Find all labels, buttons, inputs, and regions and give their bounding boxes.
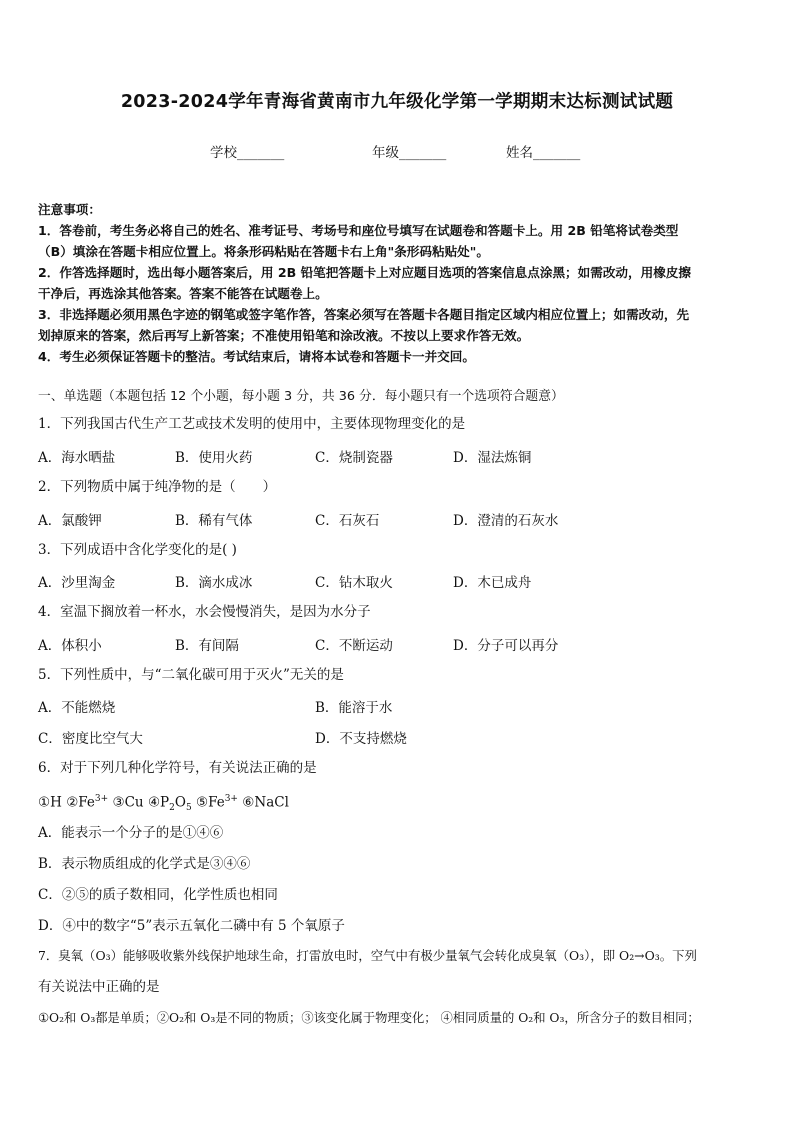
option-a[interactable]: A．海水晒盐 — [38, 450, 116, 466]
question-stem: 1．下列我国古代生产工艺或技术发明的使用中，主要体现物理变化的是 — [38, 416, 466, 432]
symbol: ④P — [147, 794, 170, 811]
grade-field[interactable]: 年级_______ — [372, 145, 447, 161]
symbol-subscript: 2 — [169, 803, 175, 814]
option-b[interactable]: B．使用火药 — [175, 450, 253, 466]
option-b[interactable]: B．有间隔 — [175, 638, 239, 654]
notice-line: 4．考生必须保证答题卡的整洁。考试结束后，请将本试卷和答题卡一并交回。 — [38, 349, 475, 364]
question-stem: 7．臭氧（O₃）能够吸收紫外线保护地球生命，打雷放电时，空气中有极少量氧气会转化成臭氧（O₃），即 O₂→O₃。下列 — [38, 948, 697, 963]
question-stem: 4．室温下搁放着一杯水，水会慢慢消失，是因为水分子 — [38, 604, 371, 620]
page-title: 2023-2024学年青海省黄南市九年级化学第一学期期末达标测试试题 — [120, 92, 674, 112]
option-d[interactable]: D．澄清的石灰水 — [453, 513, 559, 529]
symbol: ③Cu — [112, 794, 144, 811]
option-b[interactable]: B．表示物质组成的化学式是③④⑥ — [38, 856, 251, 872]
symbol: ⑥NaCl — [242, 794, 289, 811]
option-a[interactable]: A．能表示一个分子的是①④⑥ — [38, 825, 224, 841]
name-field[interactable]: 姓名_______ — [506, 145, 581, 161]
chemical-symbols — [38, 789, 289, 818]
symbol-charge: 3+ — [224, 794, 238, 804]
symbol-charge: 3+ — [94, 794, 109, 804]
option-b[interactable]: B．能溶于水 — [315, 700, 393, 716]
school-field[interactable]: 学校_______ — [210, 145, 285, 161]
option-d[interactable]: D．④中的数字“5”表示五氧化二磷中有 5 个氧原子 — [38, 918, 345, 934]
notice-line: 1．答卷前，考生务必将自己的姓名、准考证号、考场号和座位号填写在试题卷和答题卡上。用 2B 铅笔将试卷类型 — [38, 223, 679, 238]
option-a[interactable]: A．氯酸钾 — [38, 513, 102, 529]
notice-line: 划掉原来的答案，然后再写上新答案；不准使用铅笔和涂改液。不按以上要求作答无效。 — [38, 328, 530, 343]
symbol: O — [174, 794, 186, 811]
question-stem: 2．下列物质中属于纯净物的是（ ） — [38, 479, 277, 495]
question-stem: 6．对于下列几种化学符号，有关说法正确的是 — [38, 760, 317, 776]
option-d[interactable]: D．湿法炼铜 — [453, 450, 532, 466]
option-c[interactable]: C．烧制瓷器 — [315, 450, 393, 466]
option-a[interactable]: A．沙里淘金 — [38, 575, 116, 591]
option-d[interactable]: D．不支持燃烧 — [315, 731, 407, 747]
question-stem: 有关说法中正确的是 — [38, 979, 160, 995]
option-c[interactable]: C．石灰石 — [315, 513, 380, 529]
question-stem: 3．下列成语中含化学变化的是( ) — [38, 542, 237, 558]
option-b[interactable]: B．稀有气体 — [175, 513, 253, 529]
notice-line: 3．非选择题必须用黑色字迹的钢笔或签字笔作答，答案必须写在答题卡各题目指定区域内相应位置上；如需改动，先 — [38, 307, 690, 322]
option-d[interactable]: D．木已成舟 — [453, 575, 532, 591]
option-c[interactable]: C．不断运动 — [315, 638, 393, 654]
section-heading: 一、单选题（本题包括 12 个小题，每小题 3 分，共 36 分．每小题只有一个选项符合题意） — [38, 389, 564, 404]
option-d[interactable]: D．分子可以再分 — [453, 638, 559, 654]
option-a[interactable]: A．体积小 — [38, 638, 102, 654]
option-b[interactable]: B．滴水成冰 — [175, 575, 253, 591]
option-c[interactable]: C．钻木取火 — [315, 575, 393, 591]
option-a[interactable]: A．不能燃烧 — [38, 700, 116, 716]
notice-heading: 注意事项： — [38, 202, 101, 217]
symbol-subscript: 5 — [185, 803, 192, 814]
question-statements: ①O₂和 O₃都是单质；②O₂和 O₃是不同的物质；③该变化属于物理变化； ④相同质量的 O₂和 O₃，所含分子的数目相同； — [38, 1011, 700, 1025]
question-stem: 5．下列性质中，与“二氧化碳可用于灭火”无关的是 — [38, 667, 344, 683]
symbol: ②Fe — [66, 794, 95, 811]
notice-line: 干净后，再选涂其他答案。答案不能答在试题卷上。 — [38, 286, 328, 301]
option-c[interactable]: C．②⑤的质子数相同，化学性质也相同 — [38, 887, 278, 903]
symbol: ⑤Fe — [195, 794, 225, 811]
symbol: ①H — [38, 794, 62, 811]
option-c[interactable]: C．密度比空气大 — [38, 731, 143, 747]
notice-line: （B）填涂在答题卡相应位置上。将条形码粘贴在答题卡右上角"条形码粘贴处"。 — [38, 244, 489, 259]
notice-line: 2．作答选择题时，选出每小题答案后，用 2B 铅笔把答题卡上对应题目选项的答案信息点涂黑；如需改动，用橡皮擦 — [38, 265, 691, 280]
